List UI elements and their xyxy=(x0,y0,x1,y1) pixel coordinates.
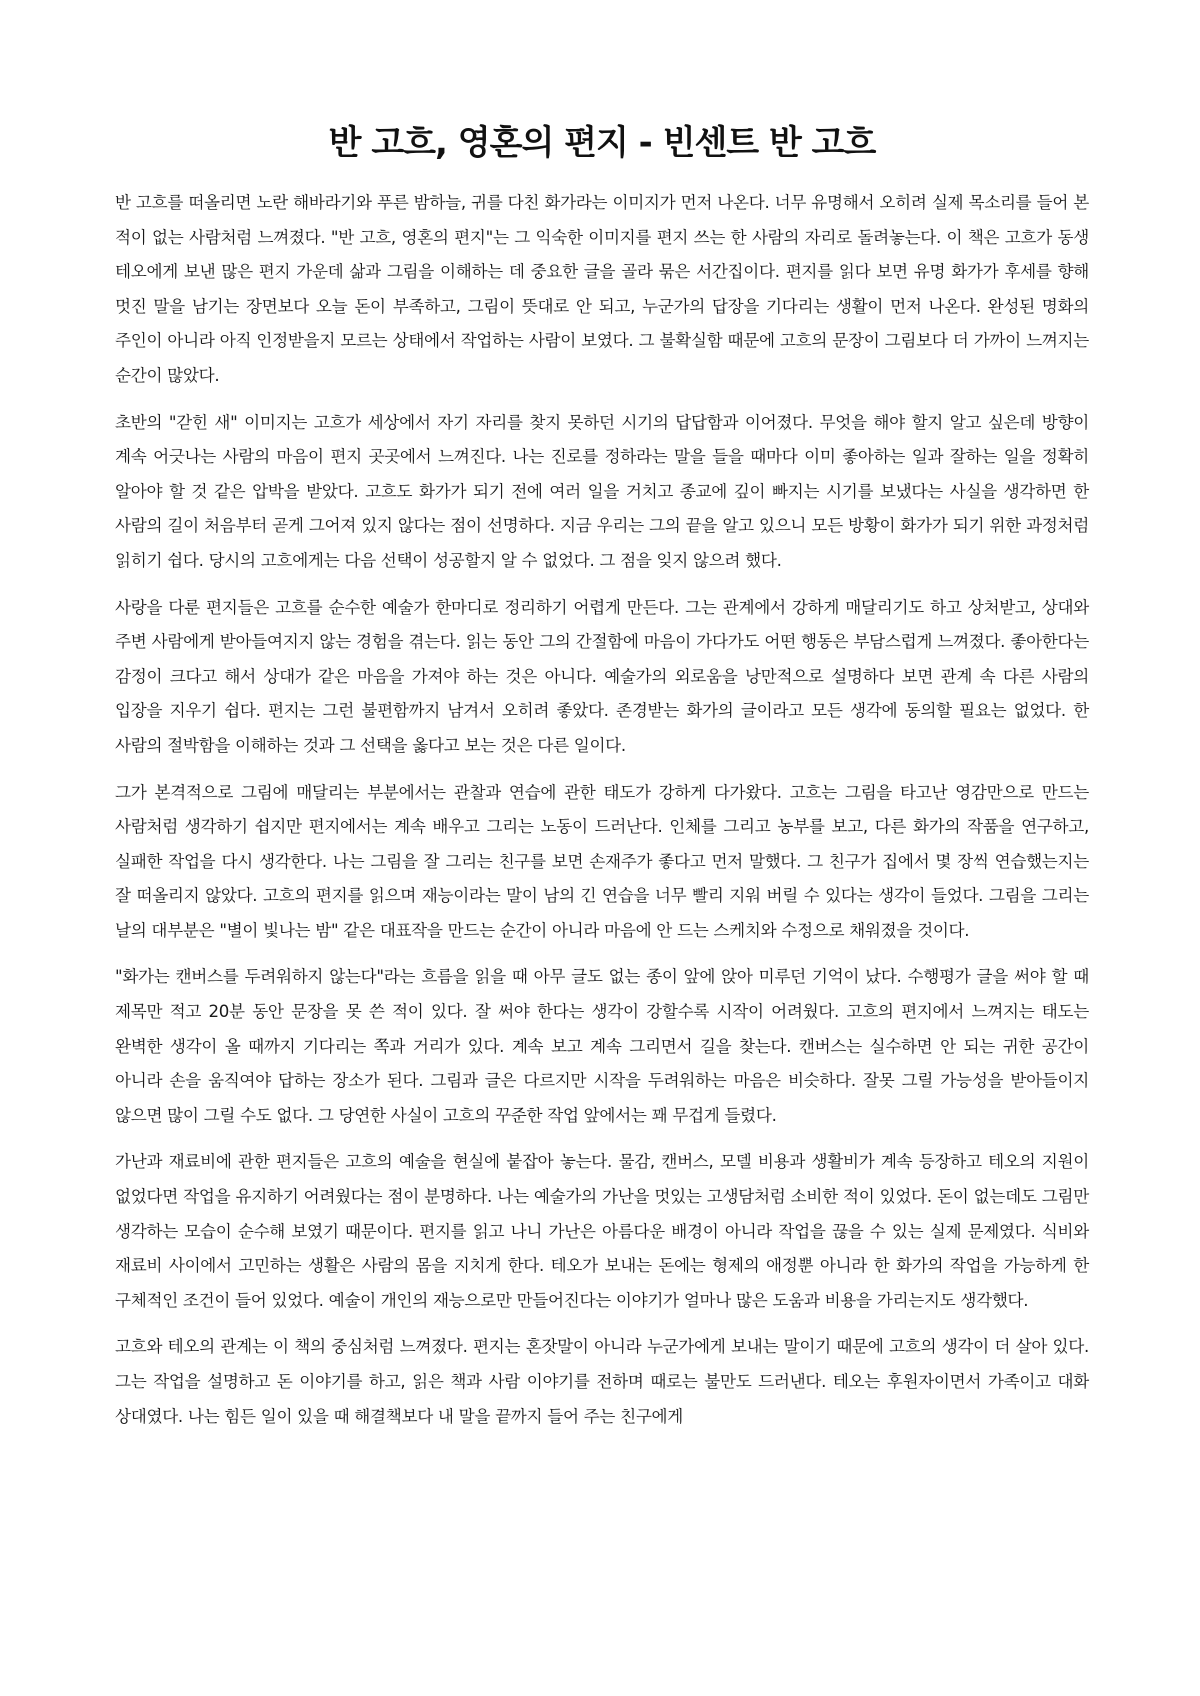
body-paragraph: 가난과 재료비에 관한 편지들은 고흐의 예술을 현실에 붙잡아 놓는다. 물감, 캔버스, 모델 비용과 생활비가 계속 등장하고 테오의 지원이 없었다면 작업을 유지하기 어려웠다는 점이 분명하다. 나는 예술가의 가난을 멋있는 고생담처럼 소비한 적이 있었다. 돈이 없는데도 그림만 생각하는 모습이 순수해 보였기 때문이다. 편지를 읽고 나니 가난은 아름다운 배경이 아니라 작업을 끊을 수 있는 실제 문제였다. 식비와 재료비 사이에서 고민하는 생활은 사람의 몸을 지치게 한다. 테오가 보내는 돈에는 형제의 애정뿐 아니라 한 화가의 작업을 가능하게 한 구체적인 조건이 들어 있었다. 예술이 개인의 재능으로만 만들어진다는 이야기가 얼마나 많은 도움과 비용을 가리는지도 생각했다. xyxy=(115,1152,1089,1310)
body-paragraph: 초반의 "갇힌 새" 이미지는 고흐가 세상에서 자기 자리를 찾지 못하던 시기의 답답함과 이어졌다. 무엇을 해야 할지 알고 싶은데 방향이 계속 어긋나는 사람의 마음이 편지 곳곳에서 느껴진다. 나는 진로를 정하라는 말을 들을 때마다 이미 좋아하는 일과 잘하는 일을 정확히 알아야 할 것 같은 압박을 받았다. 고흐도 화가가 되기 전에 여러 일을 거치고 종교에 깊이 빠지는 시기를 보냈다는 사실을 생각하면 한 사람의 길이 처음부터 곧게 그어져 있지 않다는 점이 선명하다. 지금 우리는 그의 끝을 알고 있으니 모든 방황이 화가가 되기 위한 과정처럼 읽히기 쉽다. 당시의 고흐에게는 다음 선택이 성공할지 알 수 없었다. 그 점을 잊지 않으려 했다. xyxy=(115,412,1089,570)
body-paragraph: 반 고흐를 떠올리면 노란 해바라기와 푸른 밤하늘, 귀를 다친 화가라는 이미지가 먼저 나온다. 너무 유명해서 오히려 실제 목소리를 들어 본 적이 없는 사람처럼 느껴졌다. "반 고흐, 영혼의 편지"는 그 익숙한 이미지를 편지 쓰는 한 사람의 자리로 돌려놓는다. 이 책은 고흐가 동생 테오에게 보낸 많은 편지 가운데 삶과 그림을 이해하는 데 중요한 글을 골라 묶은 서간집이다. 편지를 읽다 보면 유명 화가가 후세를 향해 멋진 말을 남기는 장면보다 오늘 돈이 부족하고, 그림이 뜻대로 안 되고, 누군가의 답장을 기다리는 생활이 먼저 나온다. 완성된 명화의 주인이 아니라 아직 인정받을지 모르는 상태에서 작업하는 사람이 보였다. 그 불확실함 때문에 고흐의 문장이 그림보다 더 가까이 느껴지는 순간이 많았다. xyxy=(115,193,1089,385)
document-body xyxy=(115,186,1089,1434)
document-title: 반 고흐, 영혼의 편지 - 빈센트 반 고흐 xyxy=(328,123,876,163)
body-paragraph: 고흐와 테오의 관계는 이 책의 중심처럼 느껴졌다. 편지는 혼잣말이 아니라 누군가에게 보내는 말이기 때문에 고흐의 생각이 더 살아 있다. 그는 작업을 설명하고 돈 이야기를 하고, 읽은 책과 사람 이야기를 전하며 때로는 불만도 드러낸다. 테오는 후원자이면서 가족이고 대화 상대였다. 나는 힘든 일이 있을 때 해결책보다 내 말을 끝까지 들어 주는 친구에게 xyxy=(115,1337,1089,1426)
body-paragraph: 그가 본격적으로 그림에 매달리는 부분에서는 관찰과 연습에 관한 태도가 강하게 다가왔다. 고흐는 그림을 타고난 영감만으로 만드는 사람처럼 생각하기 쉽지만 편지에서는 계속 배우고 그리는 노동이 드러난다. 인체를 그리고 농부를 보고, 다른 화가의 작품을 연구하고, 실패한 작업을 다시 생각한다. 나는 그림을 잘 그리는 친구를 보면 손재주가 좋다고 먼저 말했다. 그 친구가 집에서 몇 장씩 연습했는지는 잘 떠올리지 않았다. 고흐의 편지를 읽으며 재능이라는 말이 남의 긴 연습을 너무 빨리 지워 버릴 수 있다는 생각이 들었다. 그림을 그리는 날의 대부분은 "별이 빛나는 밤" 같은 대표작을 만드는 순간이 아니라 마음에 안 드는 스케치와 수정으로 채워졌을 것이다. xyxy=(115,782,1089,940)
body-paragraph: 사랑을 다룬 편지들은 고흐를 순수한 예술가 한마디로 정리하기 어렵게 만든다. 그는 관계에서 강하게 매달리기도 하고 상처받고, 상대와 주변 사람에게 받아들여지지 않는 경험을 겪는다. 읽는 동안 그의 간절함에 마음이 가다가도 어떤 행동은 부담스럽게 느껴졌다. 좋아한다는 감정이 크다고 해서 상대가 같은 마음을 가져야 하는 것은 아니다. 예술가의 외로움을 낭만적으로 설명하다 보면 관계 속 다른 사람의 입장을 지우기 쉽다. 편지는 그런 불편함까지 남겨서 오히려 좋았다. 존경받는 화가의 글이라고 모든 생각에 동의할 필요는 없었다. 한 사람의 절박함을 이해하는 것과 그 선택을 옳다고 보는 것은 다른 일이다. xyxy=(115,597,1089,755)
body-paragraph: "화가는 캔버스를 두려워하지 않는다"라는 흐름을 읽을 때 아무 글도 없는 종이 앞에 앉아 미루던 기억이 났다. 수행평가 글을 써야 할 때 제목만 적고 20분 동안 문장을 못 쓴 적이 있다. 잘 써야 한다는 생각이 강할수록 시작이 어려웠다. 고흐의 편지에서 느껴지는 태도는 완벽한 생각이 올 때까지 기다리는 쪽과 거리가 있다. 계속 보고 계속 그리면서 길을 찾는다. 캔버스는 실수하면 안 되는 귀한 공간이 아니라 손을 움직여야 답하는 장소가 된다. 그림과 글은 다르지만 시작을 두려워하는 마음은 비슷하다. 잘못 그릴 가능성을 받아들이지 않으면 많이 그릴 수도 없다. 그 당연한 사실이 고흐의 꾸준한 작업 앞에서는 꽤 무겁게 들렸다. xyxy=(115,967,1089,1125)
